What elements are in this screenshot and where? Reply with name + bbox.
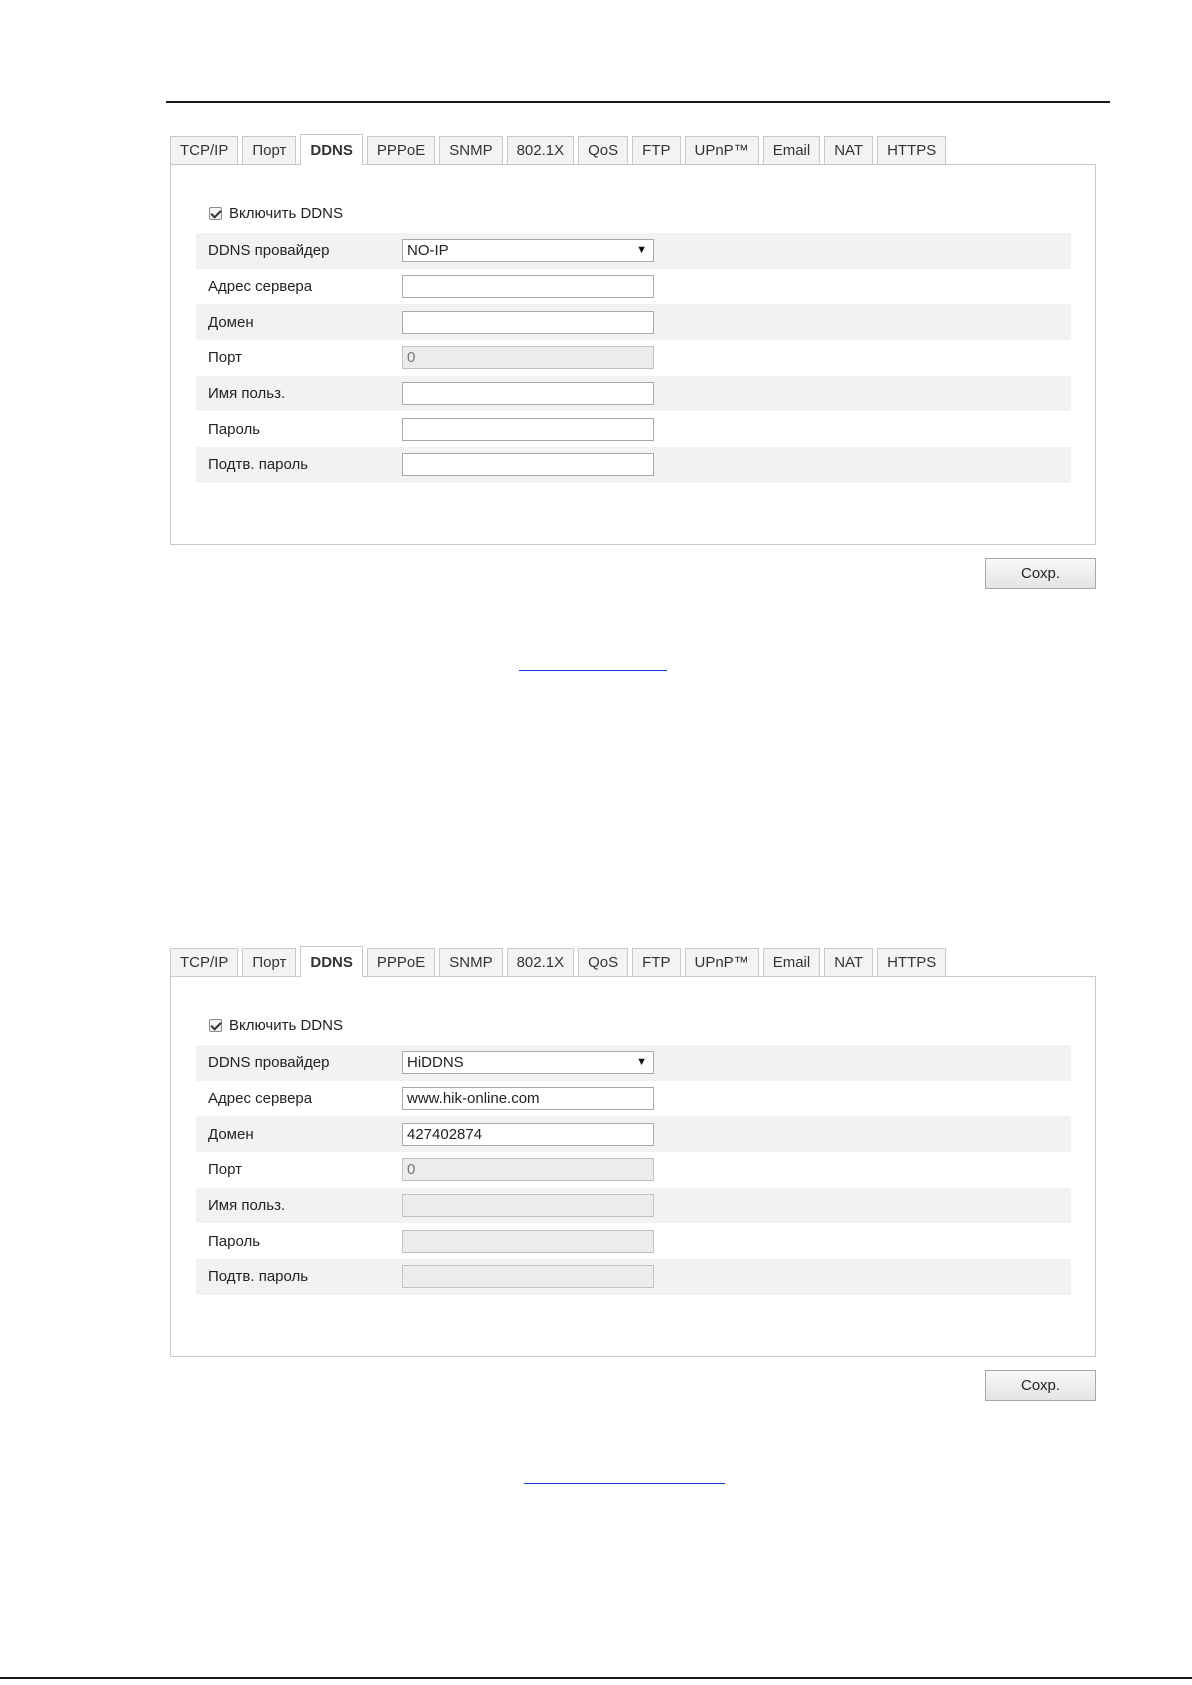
username-input bbox=[402, 1194, 654, 1217]
provider-value: HiDDNS bbox=[407, 1054, 464, 1072]
confirm-password-input[interactable] bbox=[402, 453, 654, 476]
port-label: Порт bbox=[208, 349, 243, 367]
domain-label: Домен bbox=[208, 1125, 254, 1143]
domain-row bbox=[196, 1116, 1071, 1152]
username-label: Имя польз. bbox=[208, 385, 286, 403]
port-input: 0 bbox=[402, 1158, 654, 1181]
username-label: Имя польз. bbox=[208, 1197, 286, 1215]
dropdown-arrow-icon: ▼ bbox=[636, 244, 647, 257]
username-row bbox=[196, 376, 1071, 412]
confirm-password-label: Подтв. пароль bbox=[208, 456, 309, 474]
tab-email[interactable]: Email bbox=[763, 136, 821, 164]
confirm-password-input bbox=[402, 1265, 654, 1288]
password-label: Пароль bbox=[208, 1232, 261, 1250]
tab-port[interactable]: Порт bbox=[242, 136, 296, 164]
domain-row bbox=[196, 304, 1071, 340]
password-input bbox=[402, 1230, 654, 1253]
tab-tcpip[interactable]: TCP/IP bbox=[170, 136, 238, 164]
enable-ddns-checkbox[interactable] bbox=[209, 1019, 222, 1032]
tab-port[interactable]: Порт bbox=[242, 948, 296, 976]
ddns-settings-panel-hiddns bbox=[170, 946, 1096, 1394]
password-input[interactable] bbox=[402, 418, 654, 441]
tab-upnp[interactable]: UPnP™ bbox=[685, 136, 759, 164]
port-row bbox=[196, 340, 1071, 376]
domain-label: Домен bbox=[208, 313, 254, 331]
server-label: Адрес сервера bbox=[208, 1090, 313, 1108]
server-address-input[interactable]: www.hik-online.com bbox=[402, 1087, 654, 1110]
enable-ddns-label: Включить DDNS bbox=[229, 205, 343, 222]
provider-label: DDNS провайдер bbox=[208, 1054, 330, 1072]
password-row bbox=[196, 411, 1071, 447]
tab-pppoe[interactable]: PPPoE bbox=[367, 948, 435, 976]
tab-snmp[interactable]: SNMP bbox=[439, 136, 502, 164]
tab-snmp[interactable]: SNMP bbox=[439, 948, 502, 976]
tab-8021x[interactable]: 802.1X bbox=[507, 136, 575, 164]
port-label: Порт bbox=[208, 1161, 243, 1179]
network-tabs bbox=[170, 134, 1096, 164]
server-address-input[interactable] bbox=[402, 275, 654, 298]
tab-https[interactable]: HTTPS bbox=[877, 136, 946, 164]
hyperlink-underline[interactable] bbox=[524, 1483, 725, 1484]
confirm-password-row bbox=[196, 447, 1071, 483]
tab-qos[interactable]: QoS bbox=[578, 136, 628, 164]
server-row bbox=[196, 269, 1071, 305]
tab-ddns[interactable]: DDNS bbox=[300, 946, 363, 977]
provider-row bbox=[196, 1045, 1071, 1081]
confirm-password-row bbox=[196, 1259, 1071, 1295]
network-tabs bbox=[170, 946, 1096, 976]
tab-ftp[interactable]: FTP bbox=[632, 136, 680, 164]
password-row bbox=[196, 1223, 1071, 1259]
ddns-settings-panel-noip bbox=[170, 134, 1096, 582]
enable-ddns-row bbox=[209, 205, 343, 222]
tab-https[interactable]: HTTPS bbox=[877, 948, 946, 976]
enable-ddns-row bbox=[209, 1017, 343, 1034]
enable-ddns-label: Включить DDNS bbox=[229, 1017, 343, 1034]
server-label: Адрес сервера bbox=[208, 278, 313, 296]
header-rule bbox=[166, 101, 1110, 103]
enable-ddns-checkbox[interactable] bbox=[209, 207, 222, 220]
tab-nat[interactable]: NAT bbox=[824, 136, 873, 164]
tab-pppoe[interactable]: PPPoE bbox=[367, 136, 435, 164]
tab-tcpip[interactable]: TCP/IP bbox=[170, 948, 238, 976]
server-row bbox=[196, 1081, 1071, 1117]
ddns-fields bbox=[196, 1045, 1071, 1295]
provider-select[interactable] bbox=[402, 1051, 654, 1074]
port-row bbox=[196, 1152, 1071, 1188]
save-button[interactable]: Сохр. bbox=[985, 1370, 1096, 1401]
ddns-form bbox=[170, 976, 1096, 1357]
ddns-fields bbox=[196, 233, 1071, 483]
domain-input[interactable]: 427402874 bbox=[402, 1123, 654, 1146]
provider-row bbox=[196, 233, 1071, 269]
port-input: 0 bbox=[402, 346, 654, 369]
tab-qos[interactable]: QoS bbox=[578, 948, 628, 976]
tab-ddns[interactable]: DDNS bbox=[300, 134, 363, 165]
tab-upnp[interactable]: UPnP™ bbox=[685, 948, 759, 976]
password-label: Пароль bbox=[208, 420, 261, 438]
footer-rule bbox=[0, 1677, 1192, 1679]
provider-label: DDNS провайдер bbox=[208, 242, 330, 260]
save-button[interactable]: Сохр. bbox=[985, 558, 1096, 589]
provider-select[interactable] bbox=[402, 239, 654, 262]
username-input[interactable] bbox=[402, 382, 654, 405]
ddns-form bbox=[170, 164, 1096, 545]
tab-8021x[interactable]: 802.1X bbox=[507, 948, 575, 976]
provider-value: NO-IP bbox=[407, 242, 449, 260]
confirm-password-label: Подтв. пароль bbox=[208, 1268, 309, 1286]
dropdown-arrow-icon: ▼ bbox=[636, 1056, 647, 1069]
domain-input[interactable] bbox=[402, 311, 654, 334]
tab-ftp[interactable]: FTP bbox=[632, 948, 680, 976]
tab-nat[interactable]: NAT bbox=[824, 948, 873, 976]
hyperlink-underline[interactable] bbox=[519, 670, 667, 671]
username-row bbox=[196, 1188, 1071, 1224]
tab-email[interactable]: Email bbox=[763, 948, 821, 976]
